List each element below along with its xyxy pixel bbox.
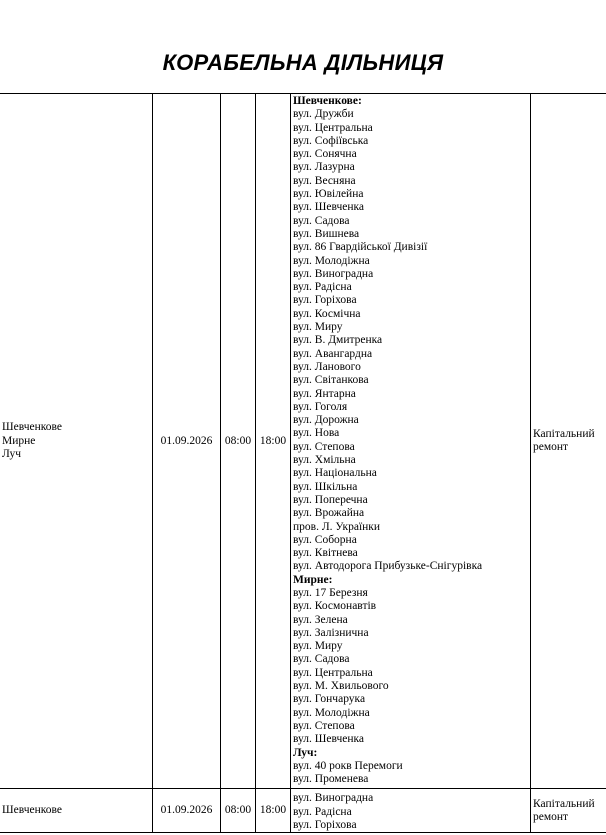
street-item: вул. Шевченка (293, 733, 365, 746)
settlement-name: Шевченкове (2, 421, 62, 434)
date-cell: 01.09.2026 (153, 789, 221, 833)
start-time-cell: 08:00 (221, 94, 256, 789)
street-item: вул. Дорожна (293, 414, 359, 427)
street-item: вул. Поперечна (293, 493, 368, 506)
date-cell: 01.09.2026 (153, 94, 221, 789)
table-body (0, 94, 606, 833)
street-item: вул. Садова (293, 214, 350, 227)
street-item: вул. Садова (293, 653, 350, 666)
street-item: вул. Соборна (293, 533, 357, 546)
reason-cell (531, 94, 606, 789)
end-time-cell: 18:00 (256, 94, 291, 789)
table-row (0, 94, 606, 789)
street-item: вул. Степова (293, 440, 355, 453)
street-item: вул. Миру (293, 640, 343, 653)
street-item: вул. Квітнева (293, 547, 358, 560)
street-item: вул. Радісна (293, 281, 352, 294)
street-item: вул. Центральна (293, 666, 373, 679)
street-item: вул. Національна (293, 467, 377, 480)
settlement-name: Шевченкове (2, 804, 62, 817)
street-item: вул. Променева (293, 773, 369, 786)
street-item: вул. Степова (293, 719, 355, 732)
reason-text: Капітальний (533, 797, 595, 810)
street-item: вул. Дружби (293, 108, 354, 121)
street-item: вул. Гоголя (293, 400, 348, 413)
settlements-cell (0, 94, 153, 789)
page-title: КОРАБЕЛЬНА ДІЛЬНИЦЯ (162, 50, 444, 75)
street-item: вул. Миру (293, 321, 343, 334)
reason-text: Капітальний (533, 427, 595, 440)
end-time-cell: 18:00 (256, 789, 291, 833)
reason-text: ремонт (533, 441, 569, 454)
street-item: вул. 17 Березня (293, 586, 368, 599)
street-item: вул. Гончарука (293, 693, 366, 706)
street-item: вул. Янтарна (293, 387, 356, 400)
street-item: вул. В. Дмитренка (293, 334, 383, 347)
settlement-heading: Мирне: (293, 573, 333, 586)
street-item: вул. Центральна (293, 121, 373, 134)
street-item: вул. Радісна (293, 805, 352, 818)
street-item: вул. Нова (293, 427, 340, 440)
street-item: вул. Світанкова (293, 374, 369, 387)
street-item: вул. Шкільна (293, 480, 358, 493)
street-item: вул. Космонавтів (293, 600, 377, 613)
street-item: вул. Горіхова (293, 294, 357, 307)
outage-schedule-table (0, 93, 606, 833)
street-item: вул. Лазурна (293, 161, 355, 174)
street-item: вул. Залізнична (293, 626, 369, 639)
settlements-cell (0, 789, 153, 833)
street-item: вул. Зелена (293, 613, 348, 626)
settlement-heading: Шевченкове: (293, 95, 362, 107)
street-item: вул. Весняна (293, 174, 356, 187)
settlement-name: Мирне (2, 434, 36, 447)
street-item: вул. 40 рокв Перемоги (293, 759, 403, 772)
street-item: вул. Молодіжна (293, 254, 370, 267)
streets-cell (291, 94, 531, 789)
street-item: вул. Ювілейна (293, 188, 364, 201)
street-item: вул. Хмільна (293, 454, 356, 467)
street-item: вул. Сонячна (293, 148, 357, 161)
street-item: вул. Ланового (293, 360, 361, 373)
street-item: вул. Виноградна (293, 267, 374, 280)
street-item: вул. Вишнева (293, 227, 360, 240)
table-row (0, 789, 606, 833)
reason-cell (531, 789, 606, 833)
street-item: вул. Автодорога Прибузьке-Снігурівка (293, 560, 483, 573)
street-item: вул. Софіївська (293, 134, 369, 147)
reason-text: ремонт (533, 810, 569, 823)
street-item: вул. Виноградна (293, 792, 374, 805)
settlement-name: Луч (2, 447, 22, 460)
streets-cell (291, 789, 531, 833)
street-item: вул. Шевченка (293, 201, 365, 214)
settlement-heading: Луч: (293, 746, 318, 759)
street-item: вул. Молодіжна (293, 706, 370, 719)
street-item: вул. Авангардна (293, 347, 373, 360)
street-item: вул. Горіхова (293, 819, 357, 832)
street-item: вул. М. Хвильового (293, 680, 389, 693)
street-item: вул. Врожайна (293, 507, 365, 520)
street-item: вул. Космічна (293, 307, 361, 320)
start-time-cell: 08:00 (221, 789, 256, 833)
street-item: вул. 86 Гвардійської Дивізії (293, 241, 428, 254)
street-item: пров. Л. Українки (293, 520, 381, 533)
